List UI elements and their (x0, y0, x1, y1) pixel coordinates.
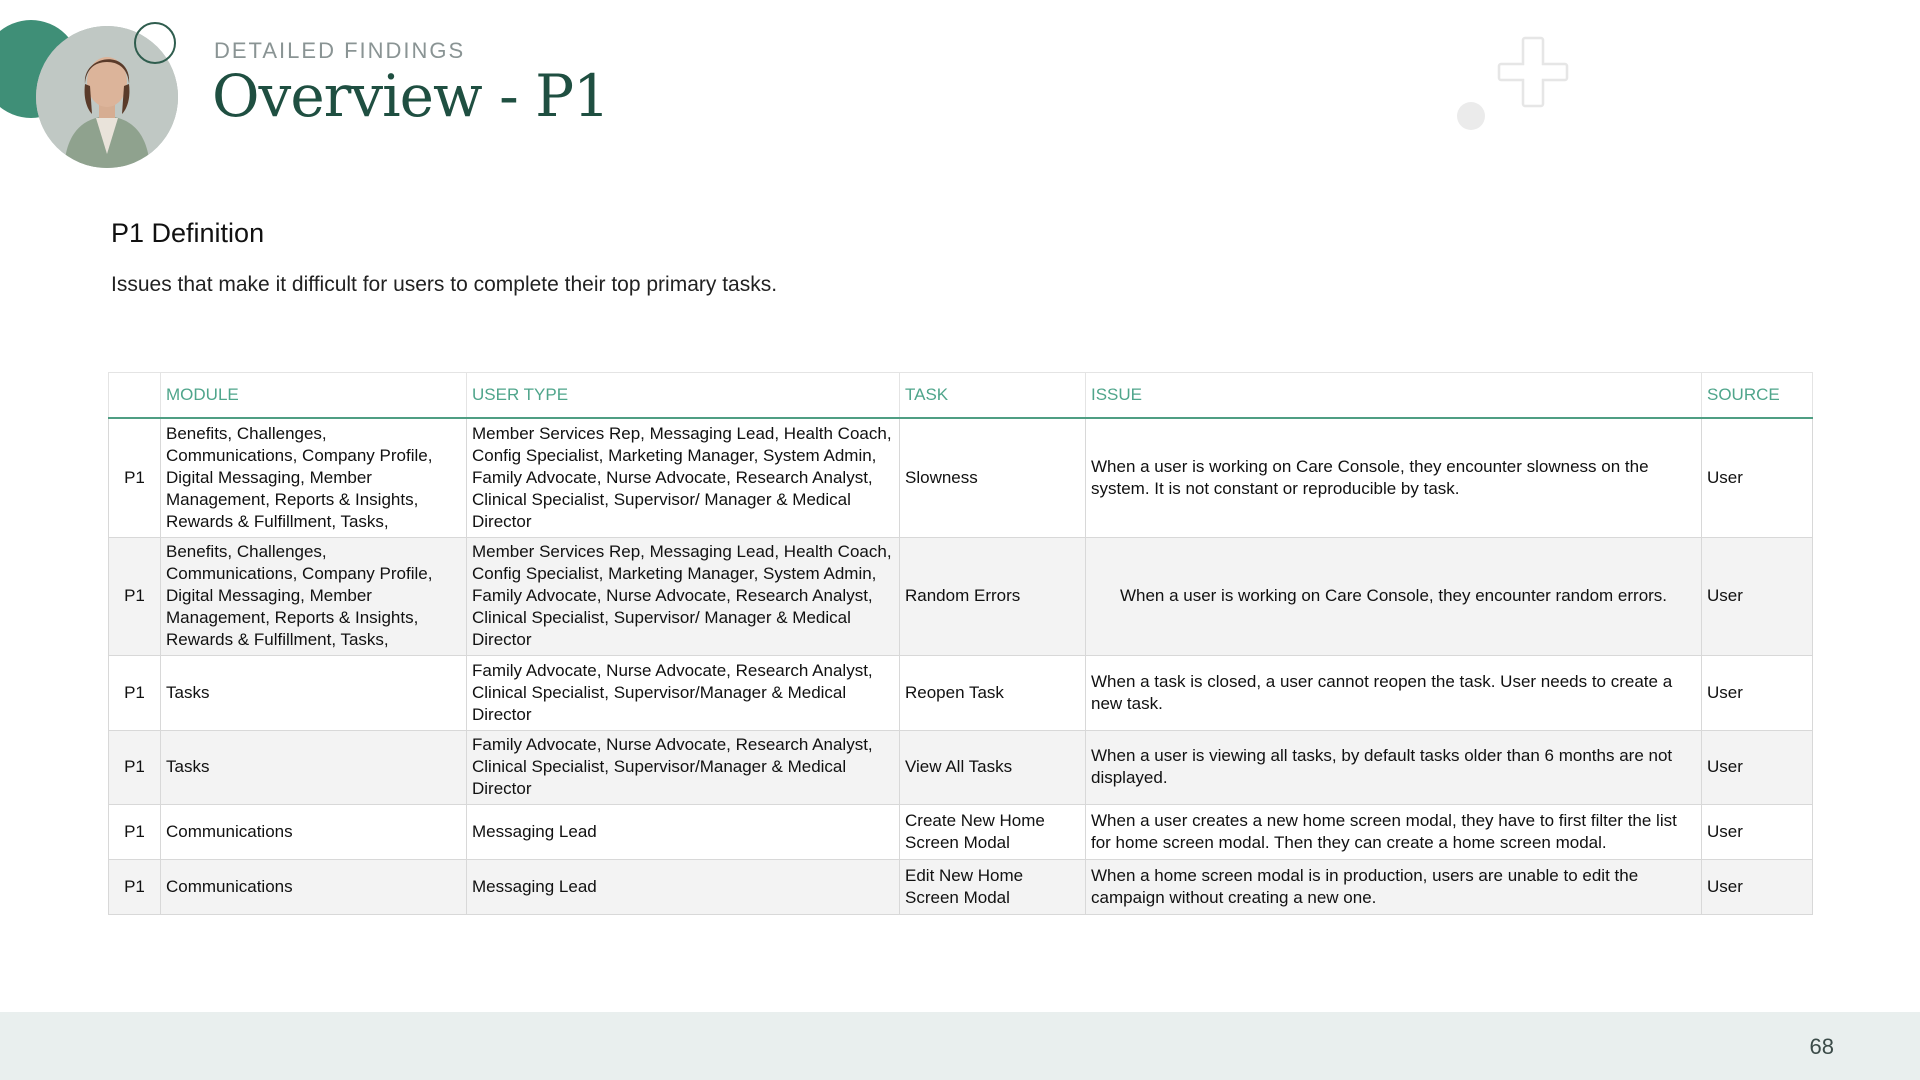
decorative-plus-icon (1495, 34, 1571, 110)
cell-source: User (1702, 859, 1813, 914)
table-row (109, 804, 1813, 859)
decorative-ring (134, 22, 176, 64)
findings-table-container (108, 372, 1812, 915)
cell-issue: When a home screen modal is in production, users are unable to edit the campaign without creating a new one. (1086, 859, 1702, 914)
cell-priority: P1 (109, 537, 161, 655)
column-header-source: SOURCE (1702, 373, 1813, 419)
cell-user-type: Family Advocate, Nurse Advocate, Research Analyst, Clinical Specialist, Supervisor/Manager & Medical Director (467, 655, 900, 730)
cell-module: Tasks (161, 655, 467, 730)
cell-priority: P1 (109, 804, 161, 859)
page-number: 68 (1809, 1034, 1834, 1059)
table-header-row (109, 373, 1813, 419)
cell-module: Communications (161, 804, 467, 859)
decorative-dot (1457, 102, 1485, 130)
cell-task: Edit New Home Screen Modal (900, 859, 1086, 914)
definition-heading: P1 Definition (111, 218, 265, 248)
cell-user-type: Messaging Lead (467, 804, 900, 859)
cell-priority: P1 (109, 730, 161, 804)
cell-user-type: Member Services Rep, Messaging Lead, Health Coach, Config Specialist, Marketing Manager, System Admin, Family Advocate, Nurse Advocate, Research Analyst, Clinical Specialist, Supervisor/ Manager & Medical Director (467, 418, 900, 537)
cell-issue: When a task is closed, a user cannot reopen the task. User needs to create a new task. (1086, 655, 1702, 730)
cell-module: Benefits, Challenges, Communications, Company Profile, Digital Messaging, Member Management, Reports & Insights, Rewards & Fulfillment, Tasks, (161, 418, 467, 537)
cell-priority: P1 (109, 655, 161, 730)
cell-source: User (1702, 804, 1813, 859)
cell-task: Slowness (900, 418, 1086, 537)
section-eyebrow: DETAILED FINDINGS (214, 38, 466, 63)
cell-task: Create New Home Screen Modal (900, 804, 1086, 859)
table-row (109, 655, 1813, 730)
column-header-user-type: USER TYPE (467, 373, 900, 419)
cell-task: Random Errors (900, 537, 1086, 655)
column-header-task: TASK (900, 373, 1086, 419)
footer-bar (0, 1012, 1920, 1080)
cell-task: Reopen Task (900, 655, 1086, 730)
cell-module: Tasks (161, 730, 467, 804)
cell-module: Communications (161, 859, 467, 914)
cell-module: Benefits, Challenges, Communications, Company Profile, Digital Messaging, Member Management, Reports & Insights, Rewards & Fulfillment, Tasks, (161, 537, 467, 655)
cell-priority: P1 (109, 418, 161, 537)
cell-issue: When a user is working on Care Console, they encounter slowness on the system. It is not constant or reproducible by task. (1086, 418, 1702, 537)
findings-table (108, 372, 1813, 915)
table-row (109, 730, 1813, 804)
column-header-issue: ISSUE (1086, 373, 1702, 419)
cell-source: User (1702, 418, 1813, 537)
cell-user-type: Messaging Lead (467, 859, 900, 914)
page-title: Overview - P1 (212, 62, 610, 130)
table-row (109, 537, 1813, 655)
cell-issue: When a user is viewing all tasks, by default tasks older than 6 months are not displayed. (1086, 730, 1702, 804)
cell-issue: When a user creates a new home screen modal, they have to first filter the list for home screen modal. Then they can create a home screen modal. (1086, 804, 1702, 859)
column-header-module: MODULE (161, 373, 467, 419)
cell-source: User (1702, 537, 1813, 655)
table-row (109, 418, 1813, 537)
cell-source: User (1702, 730, 1813, 804)
column-header-priority (109, 373, 161, 419)
cell-user-type: Family Advocate, Nurse Advocate, Research Analyst, Clinical Specialist, Supervisor/Manager & Medical Director (467, 730, 900, 804)
cell-user-type: Member Services Rep, Messaging Lead, Health Coach, Config Specialist, Marketing Manager, System Admin, Family Advocate, Nurse Advocate, Research Analyst, Clinical Specialist, Supervisor/ Manager & Medical Director (467, 537, 900, 655)
table-row (109, 859, 1813, 914)
cell-issue: When a user is working on Care Console, they encounter random errors. (1086, 537, 1702, 655)
cell-source: User (1702, 655, 1813, 730)
definition-body: Issues that make it difficult for users to complete their top primary tasks. (111, 273, 778, 296)
cell-task: View All Tasks (900, 730, 1086, 804)
cell-priority: P1 (109, 859, 161, 914)
